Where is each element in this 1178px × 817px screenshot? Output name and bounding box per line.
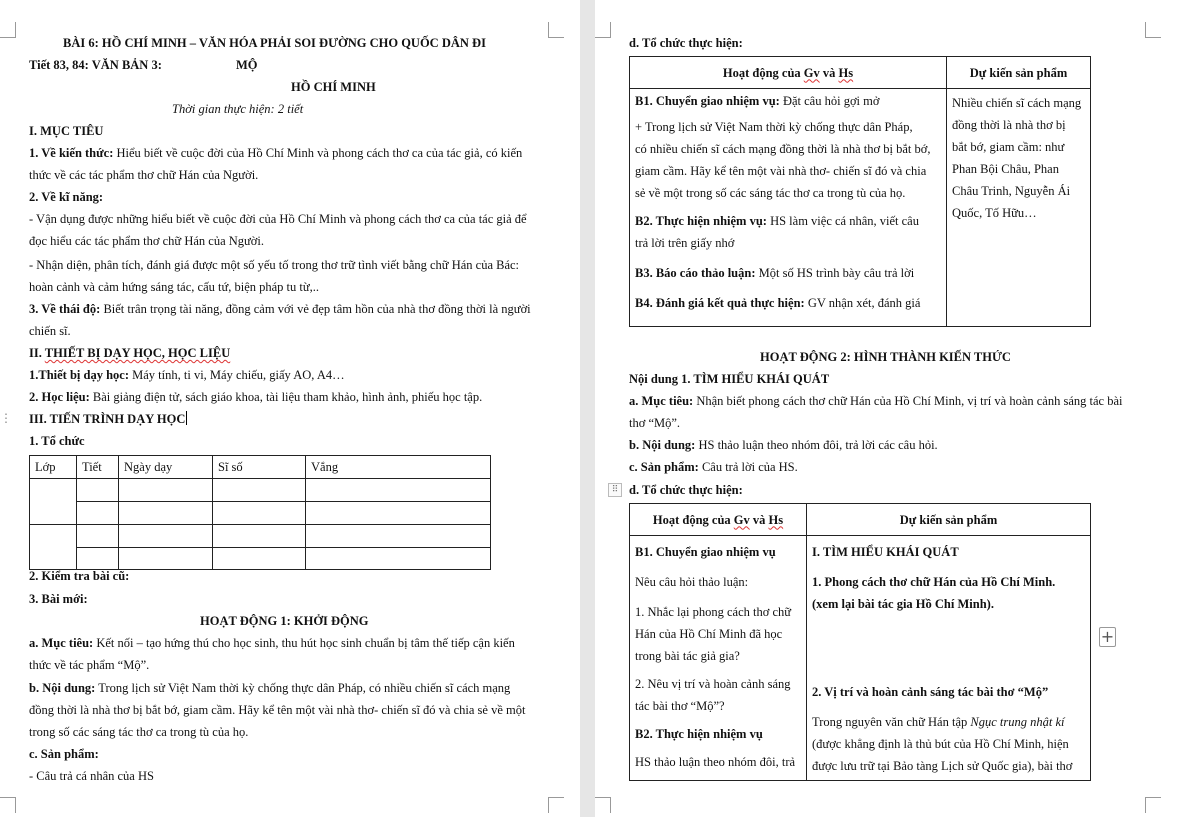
product-line: bắt bớ, giam cầm: như xyxy=(952,140,1065,154)
table-cell[interactable] xyxy=(77,502,119,525)
table-cell[interactable] xyxy=(213,479,306,502)
paragraph-drag-handle[interactable]: ⋮ xyxy=(0,411,10,425)
materials-paragraph: 2. Học liệu: Bài giảng điện tử, sách giáo khoa, tài liệu tham khảo, hình ảnh, phiếu học tập. xyxy=(29,390,483,404)
attitude-paragraph: 3. Về thái độ: Biết trân trọng tài năng, đồng cảm với vẻ đẹp tâm hồn của nhà thơ đồng thời là người xyxy=(29,302,531,316)
activity-steps-cell[interactable] xyxy=(630,89,947,327)
text-cursor xyxy=(186,411,187,425)
table-cell[interactable] xyxy=(77,525,119,548)
table-cell[interactable] xyxy=(213,502,306,525)
duration-text: Thời gian thực hiện: 2 tiết xyxy=(172,102,304,116)
organization-table[interactable] xyxy=(29,455,491,570)
product-line: đồng thời là nhà thơ bị xyxy=(952,118,1066,132)
table-cell[interactable] xyxy=(30,525,77,570)
document-page-right[interactable] xyxy=(595,0,1178,817)
activity-1-content: b. Nội dung: Trong lịch sử Việt Nam thời kỳ chống thực dân Pháp, có nhiều chiến sĩ cách mạng xyxy=(29,681,511,695)
column-header-attendance: Sĩ số xyxy=(213,456,306,479)
step-2: B2. Thực hiện nhiệm vụ xyxy=(635,727,763,741)
activity-2-product: c. Sản phẩm: Câu trả lời của HS. xyxy=(629,460,798,474)
step-1-question: sẻ về một trong số các sáng tác thơ ca trong tù của họ. xyxy=(635,186,906,200)
page-corner-mark xyxy=(0,22,16,38)
column-header-product: Dự kiến sản phẩm xyxy=(947,57,1091,89)
step-3: B3. Báo cáo thảo luận: Một số HS trình bày câu trả lời xyxy=(635,266,915,280)
section-equipment-heading: II. THIẾT BỊ DẠY HỌC, HỌC LIỆU xyxy=(29,346,231,360)
column-header-activity: Hoạt động của Gv và Hs xyxy=(630,504,807,536)
table-cell[interactable] xyxy=(306,548,491,570)
organize-heading: d. Tổ chức thực hiện: xyxy=(629,36,743,50)
table-cell[interactable] xyxy=(119,548,213,570)
product-style-note: (xem lại bài tác gia Hồ Chí Minh). xyxy=(812,597,994,611)
skills-item-1: - Vận dụng được những hiểu biết về cuộc đời của Hồ Chí Minh và phong cách thơ ca của tác giả để xyxy=(29,212,527,226)
page-corner-mark xyxy=(548,797,564,813)
review-heading: 2. Kiểm tra bài cũ: xyxy=(29,569,130,583)
section-process-heading[interactable]: III. TIẾN TRÌNH DẠY HỌC xyxy=(29,412,186,426)
product-line: Nhiều chiến sĩ cách mạng xyxy=(952,96,1082,110)
skills-item-2-cont: hoàn cảnh và cảm hứng sáng tác, cấu tứ, biện pháp tu từ,.. xyxy=(29,280,320,294)
page-gap xyxy=(580,0,595,817)
activity-1-heading: HOẠT ĐỘNG 1: KHỞI ĐỘNG xyxy=(200,614,369,628)
activity-2-content: b. Nội dung: HS thảo luận theo nhóm đôi, trả lời các câu hỏi. xyxy=(629,438,938,452)
table-cell[interactable] xyxy=(119,525,213,548)
step-1: B1. Chuyển giao nhiệm vụ xyxy=(635,545,776,559)
page-corner-mark xyxy=(1145,22,1161,38)
product-line: Châu Trinh, Nguyễn Ái xyxy=(952,184,1071,198)
activity-1-content-cont: trong số các sáng tác thơ ca trong tù của họ. xyxy=(29,725,249,739)
column-header-product: Dự kiến sản phẩm xyxy=(807,504,1091,536)
activity-2-heading: HOẠT ĐỘNG 2: HÌNH THÀNH KIẾN THỨC xyxy=(760,350,1011,364)
page-corner-mark xyxy=(595,22,611,38)
step-2-cont: trả lời trên giấy nhớ xyxy=(635,236,735,250)
lesson-title: BÀI 6: HỒ CHÍ MINH – VĂN HÓA PHẢI SOI ĐƯỜNG CHO QUỐC DÂN ĐI xyxy=(63,36,486,50)
expected-product-cell[interactable] xyxy=(947,89,1091,327)
knowledge-paragraph: 1. Về kiến thức: Hiểu biết về cuộc đời của Hồ Chí Minh và phong cách thơ ca của tác giả, có kiến xyxy=(29,146,523,160)
product-context-text: được lưu trữ tại Bảo tàng Lịch sử Quốc gia), bài thơ xyxy=(812,759,1073,773)
organize-heading-2: d. Tổ chức thực hiện: xyxy=(629,483,743,497)
period-label: Tiết 83, 84: VĂN BẢN 3: xyxy=(29,58,162,72)
product-heading: I. TÌM HIỂU KHÁI QUÁT xyxy=(812,545,959,559)
organization-heading: 1. Tổ chức xyxy=(29,434,85,448)
step-1-question: + Trong lịch sử Việt Nam thời kỳ chống thực dân Pháp, xyxy=(635,120,913,134)
table-cell[interactable] xyxy=(213,525,306,548)
step-2: B2. Thực hiện nhiệm vụ: HS làm việc cá nhân, viết câu xyxy=(635,214,919,228)
product-style-heading: 1. Phong cách thơ chữ Hán của Hồ Chí Minh. xyxy=(812,575,1056,589)
new-lesson-heading: 3. Bài mới: xyxy=(29,592,88,606)
product-line: Phan Bội Châu, Phan xyxy=(952,162,1059,176)
table-cell[interactable] xyxy=(119,502,213,525)
skills-item-2: - Nhận diện, phân tích, đánh giá được một số yếu tố trong thơ trữ tình viết bằng chữ Hán của Bác: xyxy=(29,258,520,272)
skills-heading: 2. Về kĩ năng: xyxy=(29,190,104,204)
poem-title: MỘ xyxy=(236,58,258,72)
step-1-question: có nhiều chiến sĩ cách mạng đồng thời là nhà thơ bị bắt bớ, xyxy=(635,142,931,156)
page-corner-mark xyxy=(0,797,16,813)
step-2-text: HS thảo luận theo nhóm đôi, trả xyxy=(635,755,796,769)
add-column-button[interactable]: + xyxy=(1100,627,1115,646)
author-name: HỒ CHÍ MINH xyxy=(291,80,376,94)
table-cell[interactable] xyxy=(213,548,306,570)
column-header-absent: Vắng xyxy=(306,456,491,479)
column-header-period: Tiết xyxy=(77,456,119,479)
question-1: 1. Nhắc lại phong cách thơ chữ xyxy=(635,605,792,619)
activity-2-table[interactable] xyxy=(629,503,1091,781)
activity-1-goal-cont: thức về tác phẩm “Mộ”. xyxy=(29,658,150,672)
table-cell[interactable] xyxy=(77,548,119,570)
table-cell[interactable] xyxy=(306,525,491,548)
page-corner-mark xyxy=(548,22,564,38)
question-2-cont: tác bài thơ “Mộ”? xyxy=(635,699,725,713)
activity-1-table[interactable] xyxy=(629,56,1091,327)
activity-1-content-cont: đồng thời là nhà thơ bị bắt bớ, giam cầm. Hãy kể tên một vài nhà thơ- chiến sĩ đó và chia sẻ về một xyxy=(29,703,526,717)
table-cell[interactable] xyxy=(119,479,213,502)
activity-2-goal-cont: thơ “Mộ”. xyxy=(629,416,681,430)
product-context-heading: 2. Vị trí và hoàn cảnh sáng tác bài thơ “Mộ” xyxy=(812,685,1049,699)
page-corner-mark xyxy=(1145,797,1161,813)
table-cell[interactable] xyxy=(306,479,491,502)
page-corner-mark xyxy=(595,797,611,813)
product-line: Quốc, Tố Hữu… xyxy=(952,206,1037,220)
step-1-question: giam cầm. Hãy kể tên một vài nhà thơ- chiến sĩ đó và chia xyxy=(635,164,927,178)
column-header-activity: Hoạt động của Gv và Hs xyxy=(630,57,947,89)
table-cell[interactable] xyxy=(30,479,77,525)
column-header-date: Ngày dạy xyxy=(119,456,213,479)
knowledge-paragraph-cont: thức về các tác phẩm thơ chữ Hán của Người. xyxy=(29,168,259,182)
section-objectives-heading: I. MỤC TIÊU xyxy=(29,124,104,138)
table-move-handle-icon[interactable]: ⠿ xyxy=(608,483,622,497)
equipment-paragraph: 1.Thiết bị dạy học: Máy tính, ti vi, Máy chiếu, giấy AO, A4… xyxy=(29,368,345,382)
product-context-text: (được khẳng định là thủ bút của Hồ Chí Minh, hiện xyxy=(812,737,1069,751)
activity-steps-cell[interactable] xyxy=(630,536,807,781)
content-1-heading: Nội dung 1. TÌM HIỂU KHÁI QUÁT xyxy=(629,372,830,386)
product-context-text: Trong nguyên văn chữ Hán tập Ngục trung nhật kí xyxy=(812,715,1065,729)
activity-2-goal: a. Mục tiêu: Nhận biết phong cách thơ chữ Hán của Hồ Chí Minh, vị trí và hoàn cảnh sáng tác bài xyxy=(629,394,1123,408)
question-intro: Nêu câu hỏi thảo luận: xyxy=(635,575,749,589)
column-header-class: Lớp xyxy=(30,456,77,479)
activity-1-goal: a. Mục tiêu: Kết nối – tạo hứng thú cho học sinh, thu hút học sinh chuẩn bị tâm thế tiếp cận kiến xyxy=(29,636,515,650)
activity-1-product-text: - Câu trả cá nhân của HS xyxy=(29,769,154,783)
document-page-left[interactable] xyxy=(0,0,580,817)
question-1-cont: Hán của Hồ Chí Minh đã học xyxy=(635,627,783,641)
question-1-cont: trong bài tác giả gia? xyxy=(635,649,740,663)
skills-item-1-cont: đọc hiểu các tác phẩm thơ chữ Hán của Người. xyxy=(29,234,265,248)
question-2: 2. Nêu vị trí và hoàn cảnh sáng xyxy=(635,677,791,691)
table-cell[interactable] xyxy=(306,502,491,525)
expected-product-cell[interactable] xyxy=(807,536,1091,781)
activity-1-product-heading: c. Sản phẩm: xyxy=(29,747,99,761)
table-cell[interactable] xyxy=(77,479,119,502)
step-4: B4. Đánh giá kết quả thực hiện: GV nhận xét, đánh giá xyxy=(635,296,921,310)
attitude-paragraph-cont: chiến sĩ. xyxy=(29,324,71,338)
step-1: B1. Chuyển giao nhiệm vụ: Đặt câu hỏi gợi mở xyxy=(635,94,880,108)
